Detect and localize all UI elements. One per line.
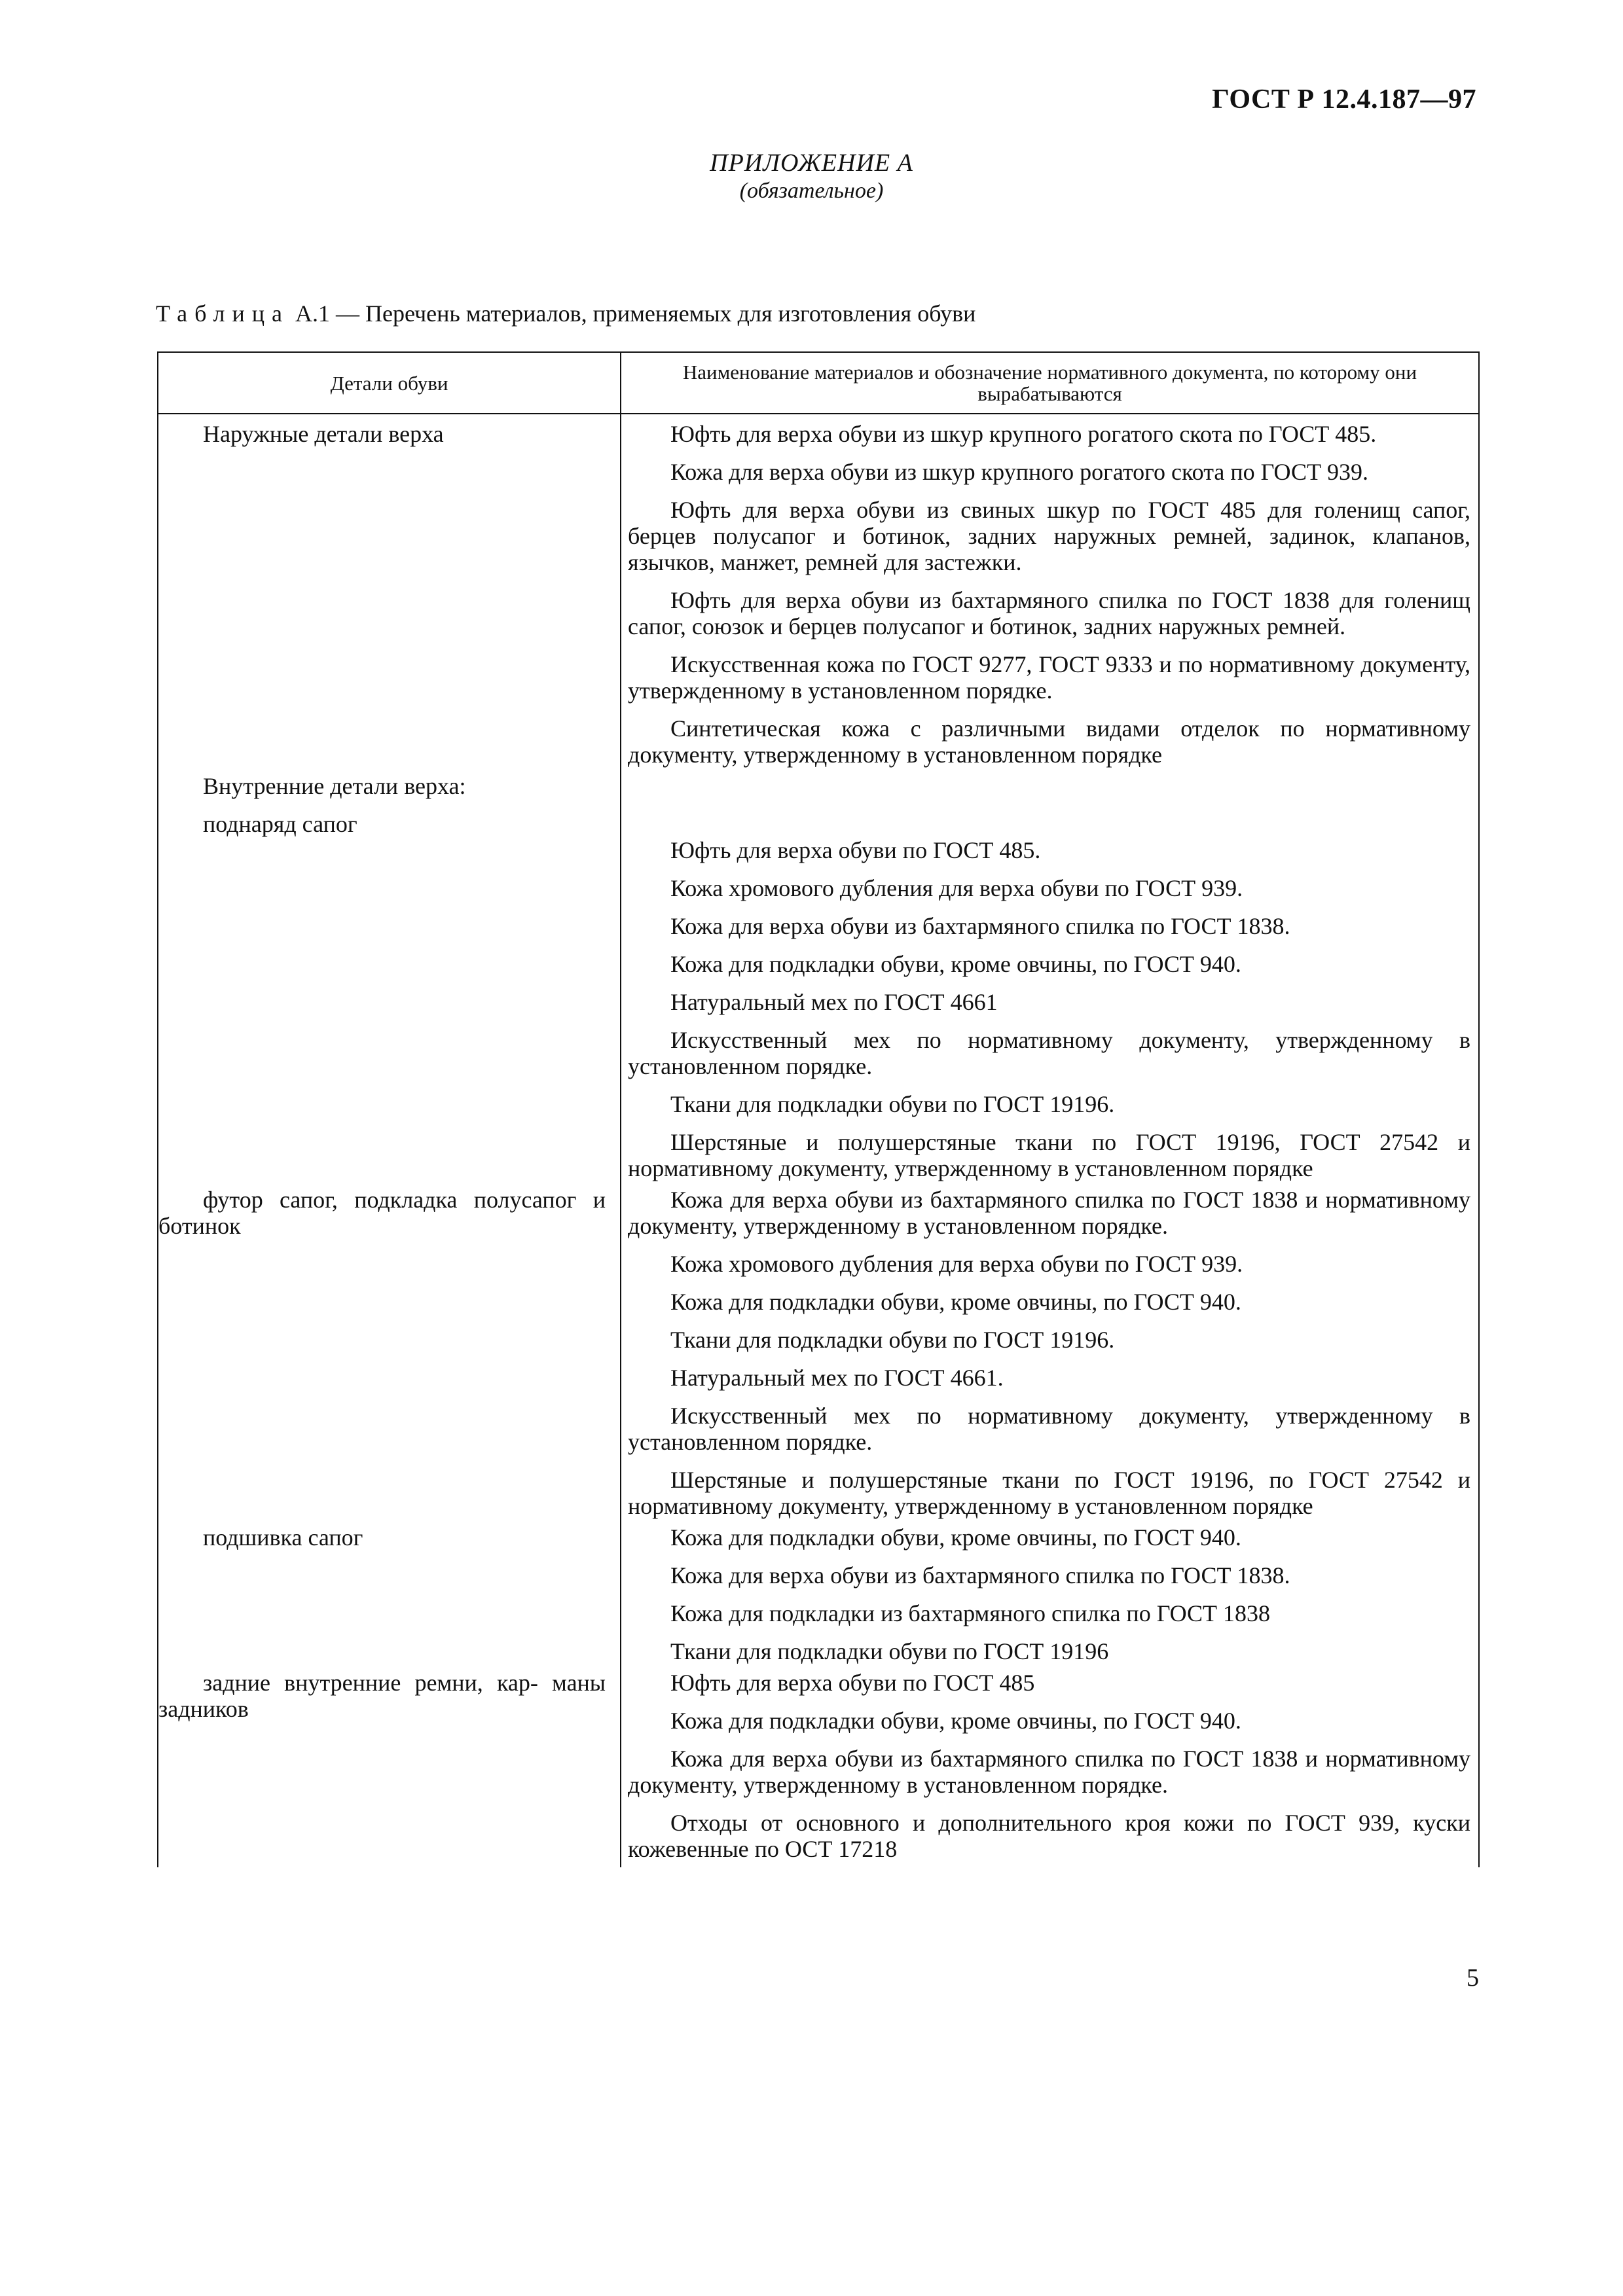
material-item: Кожа для подкладки обуви, кроме овчины, по ГОСТ 940. — [670, 1524, 1241, 1551]
material-item: Кожа для подкладки обуви, кроме овчины, по ГОСТ 940. — [670, 1289, 1241, 1315]
material-item: Отходы от основного и дополнительного кроя кожи по ГОСТ 939, куски кожевенные по ОСТ 17218 — [628, 1810, 1470, 1862]
part-cell — [158, 1670, 621, 1867]
material-item: Искусственный мех по нормативному документу, утвержденному в установленном порядке. — [628, 1403, 1470, 1455]
page-number: 5 — [1467, 1964, 1479, 1992]
table-row — [158, 1187, 1479, 1524]
material-item: Кожа для верха обуви из бахтармяного спилка по ГОСТ 1838. — [670, 1562, 1290, 1588]
part-name: задние внутренние ремни, кар- маны задников — [158, 1670, 606, 1722]
table-row — [158, 1524, 1479, 1670]
material-item: Ткани для подкладки обуви по ГОСТ 19196. — [670, 1091, 1115, 1117]
materials-cell — [621, 1187, 1479, 1524]
materials-cell — [621, 414, 1479, 773]
column-header-parts: Детали обуви — [158, 352, 621, 414]
table-row — [158, 773, 1479, 1187]
appendix-heading — [0, 149, 1623, 204]
part-name: Наружные детали верха — [203, 421, 444, 447]
table-caption-text: А.1 — Перечень материалов, применяемых для изготовления обуви — [289, 300, 976, 327]
material-item: Кожа для подкладки из бахтармяного спилка по ГОСТ 1838 — [670, 1600, 1271, 1626]
column-header-materials: Наименование материалов и обозначение нормативного документа, по которому они вырабатываются — [621, 352, 1479, 414]
part-cell — [158, 1187, 621, 1524]
material-item: Кожа хромового дубления для верха обуви по ГОСТ 939. — [670, 1251, 1243, 1277]
material-item: Юфть для верха обуви по ГОСТ 485. — [670, 837, 1041, 863]
material-item: Кожа для подкладки обуви, кроме овчины, по ГОСТ 940. — [670, 951, 1241, 977]
table-caption-label: Таблица — [156, 300, 289, 327]
material-item: Юфть для верха обуви по ГОСТ 485 — [670, 1670, 1035, 1696]
table-row — [158, 414, 1479, 773]
table-row — [158, 1670, 1479, 1867]
material-item: Шерстяные и полушерстяные ткани по ГОСТ 19196, по ГОСТ 27542 и нормативному документу, утвержденному в установленном порядке — [628, 1467, 1470, 1519]
part-name: поднаряд сапог — [203, 811, 357, 837]
material-item: Юфть для верха обуви из шкур крупного рогатого скота по ГОСТ 485. — [670, 421, 1377, 447]
part-group-name: Внутренние детали верха: — [203, 773, 466, 799]
materials-cell — [621, 1524, 1479, 1670]
material-item: Кожа хромового дубления для верха обуви по ГОСТ 939. — [670, 875, 1243, 901]
material-item: Кожа для верха обуви из шкур крупного рогатого скота по ГОСТ 939. — [670, 459, 1368, 485]
material-item: Кожа для подкладки обуви, кроме овчины, по ГОСТ 940. — [670, 1708, 1241, 1734]
material-item: Натуральный мех по ГОСТ 4661 — [670, 989, 998, 1015]
part-name: подшивка сапог — [203, 1524, 363, 1551]
appendix-subtitle: (обязательное) — [739, 178, 884, 203]
part-cell — [158, 1524, 621, 1670]
material-item: Юфть для верха обуви из свиных шкур по ГОСТ 485 для голенищ сапог, берцев полусапог и ботинок, задних наружных ремней, задинок, клапанов, язычков, манжет, ремней для застежки. — [628, 497, 1470, 575]
material-item: Кожа для верха обуви из бахтармяного спилка по ГОСТ 1838 и нормативному документу, утвержденному в установленном порядке. — [628, 1187, 1470, 1239]
materials-table — [157, 351, 1480, 1867]
materials-cell — [621, 773, 1479, 1187]
material-item: Юфть для верха обуви из бахтармяного спилка по ГОСТ 1838 для голенищ сапог, союзок и берцев полусапог и ботинок, задних наружных ремней. — [628, 587, 1470, 639]
material-item: Искусственный мех по нормативному документу, утвержденному в установленном порядке. — [628, 1027, 1470, 1079]
material-item: Кожа для верха обуви из бахтармяного спилка по ГОСТ 1838 и нормативному документу, утвержденному в установленном порядке. — [628, 1746, 1470, 1798]
part-cell — [158, 414, 621, 773]
part-cell — [158, 773, 621, 1187]
material-item: Шерстяные и полушерстяные ткани по ГОСТ 19196, ГОСТ 27542 и нормативному документу, утвержденному в установленном порядке — [628, 1129, 1470, 1181]
material-item: Искусственная кожа по ГОСТ 9277, ГОСТ 9333 и по нормативному документу, утвержденному в установленном порядке. — [628, 651, 1470, 704]
table-header-row — [158, 352, 1479, 414]
material-item: Натуральный мех по ГОСТ 4661. — [670, 1365, 1004, 1391]
table-caption — [156, 300, 976, 327]
material-item: Ткани для подкладки обуви по ГОСТ 19196 — [670, 1638, 1109, 1664]
appendix-title: ПРИЛОЖЕНИЕ А — [710, 149, 913, 177]
material-item: Кожа для верха обуви из бахтармяного спилка по ГОСТ 1838. — [670, 913, 1290, 939]
part-name: футор сапог, подкладка полусапог и ботинок — [158, 1187, 606, 1239]
material-item: Синтетическая кожа с различными видами отделок по нормативному документу, утвержденному в установленном порядке — [628, 715, 1470, 768]
document-code: ГОСТ Р 12.4.187—97 — [1212, 84, 1476, 115]
materials-cell — [621, 1670, 1479, 1867]
material-item: Ткани для подкладки обуви по ГОСТ 19196. — [670, 1327, 1115, 1353]
